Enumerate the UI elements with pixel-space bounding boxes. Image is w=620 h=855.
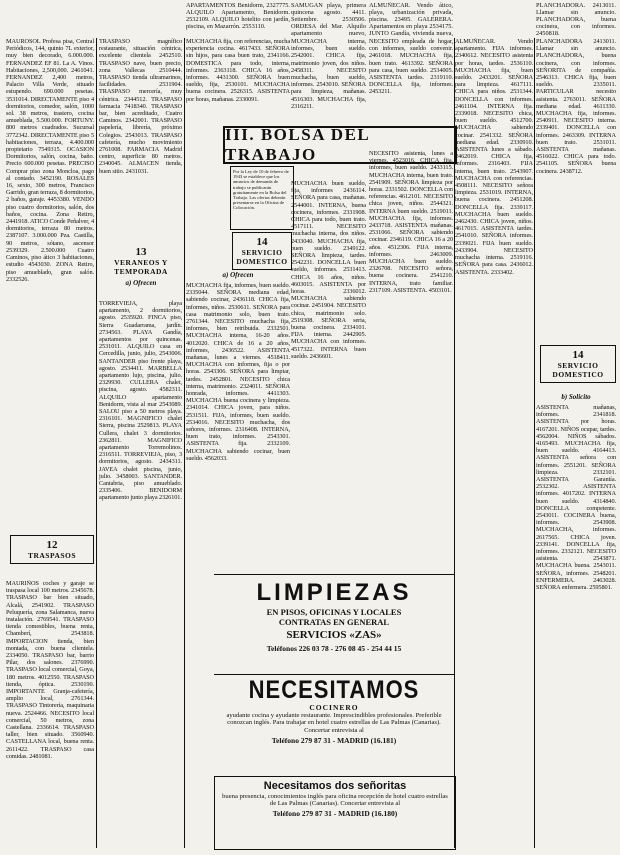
classified-text: MUCHACHA interna, informes, buen sueldo. 2542001. CHICA fija, matrimonio joven, dos niños. 2458311. NECESITO muchacha, buen sueldo, informes. 2543010. SEÑORA para limpieza, mañanas. 4516303. MUCHACHA fija, 2316211. <box>291 38 366 110</box>
classified-text: TRASPASO magnífico restaurante, situación céntrica, excelente clientela 2452510. TRASPASO nave, buen precio, zona Vallecas 2510444. TRASPASO tienda ultramarinos, facilidades. 2531904. TRASPASO mercería, muy céntrica. 2344512. TRASPASO farmacia 7418340. TRASPASO bar, bien acreditado, Cuatro Caminos. 2342001. TRASPASO papelería, librería, próximo Colegios. 2543013. TRASPASO cafetería, mucho movimiento 2761008. FARMACIA Madrid centro, superficie 80 metros. 2340045. ALMACEN tienda, buen sitio. 2431031. <box>99 38 182 175</box>
section-subtitle: a) Ofrecen <box>222 271 254 279</box>
ad-limpiezas <box>214 574 454 669</box>
section-number: 12 <box>46 539 58 551</box>
section-header-servicio-domestico-1 <box>232 232 292 270</box>
classified-text: MUCHACHA buen sueldo, fija, informes 2436114. SEÑORA para casa, mañanas. 2544001. INTERNA, buena cocinera, informes. 2331908. CHICA para todo, buen trato. 4517111. NECESITO muchacha interna, dos niños. 2433040. MUCHACHA fija, buen sueldo. 2349122. SEÑORA limpieza, tardes. 2542231. DONCELLA buen sueldo, informes. 2531413. CHICA 16 años, niños. 4603015. ASISTENTA por horas. 2336012. MUCHACHA sabiendo cocinar. 2451904. NECESITO chica, matrimonio solo. 2519308. SEÑORA seria, buena cocinera. 2334101. FIJA interna. 2442905. MUCHACHA con informes. 4517322. INTERNA buen sueldo. 2436601. <box>291 180 366 360</box>
ad-title: LIMPIEZAS <box>256 579 412 606</box>
ad-title: Necesitamos dos señoritas <box>263 780 407 792</box>
top-column-planchadora: PLANCHADORA. 2413011. Llamar sin anuncio. PLANCHADORA, buena cocinera, con informes. 2450818. <box>536 2 616 36</box>
column-rule <box>184 38 185 848</box>
classified-text: ALMUÑECAR. Vendo apartamento. FIJA informes. 2340612. NECESITO asistenta por horas, tardes. 2536110. MUCHACHA fija, buen sueldo. 2433201. SEÑORA para limpieza. 4617111. CHICA para niños. 2531344. DONCELLA con informes. 2461104. INTERNA fija. 2339018. NECESITO chica, buen sueldo. 4512700. MUCHACHA sabiendo cocinar. 2541332. SEÑORA mediana edad. 2330910. ASISTENTA lunes a sábado. 2462019. CHICA fija, informes. 2316403. FIJA interna, buen trato. 2543907. MUCHACHA con referencias. 4508111. NECESITO señora limpieza. 2531019. INTERNA, buena cocinera. 2451208. DONCELLA fija. 2339117. MUCHACHA buen sueldo. 2462430. CHICA joven, niños. 4617015. ASISTENTA tardes. 2541010. SEÑORA informes. 2339021. FIJA buen sueldo. 2433904. NECESITO muchacha interna. 2519116. SEÑORA para casa. 2436012. ASISTENTA. 2333402. <box>455 38 533 276</box>
top-classifieds-strip <box>0 0 620 36</box>
ad-title: NECESITAMOS <box>248 675 420 704</box>
classified-text: MUCHACHA fija, con referencias, mucha experiencia cocina. 4617433. SEÑORA sin hijos, para casa buen trato, 2341166. DOMESTICA para todo, interna, informes. 2363118. CHICA 16 años, informes. 4431300. SEÑORA buen sueldo, fija, 2530101. MUCHACHA buena cocinera. 2526315. ASISTENTA por horas, mañanas. 2330091. <box>186 38 290 103</box>
section-subheader-solicito <box>536 390 616 401</box>
classified-text: MAUROSOL Profesa pisa, Central Periódicos, 144, quinto 7L exterior, muy bien decorado, 6.000.000. FERNANDEZ EF 81. La A. Vinos. Habitaciones, 2,500,000. 2461041. FERNANDEZ 2,400 metros, Palacio Villa Verde, situado estupendo. 690.000 pesetas. 3531014. DIRECTAMENTE piso 4 dormitorios, comedor, salón, 1000 sol. 38 metros, trastero, cocina amueblada, 5.500.000. FORTUNY. 800 metros cuadrados. Sucursal 3772342. DIRECTAMENTE piso 5 habitaciones, terraza, 4.400.000 propietario 7549315. OCASION Dormitorios, salón, cocina, baño. Precio 600.000 pesetas. PRECISO Comprar piso zona Moncloa, pago al contado. 3452190. ROSALES 16, sexto, 300 metros, Francisco Garrido, gran terraza, 8 dormitorios, 2 baños, garaje. 4453380. VENDO piso cuatro dormitorios, salón, dos baños, cocina. Zona Retiro, 2441918. ATICO Conde Peñalver, 4 dormitorios, terraza 80 metros. 2387107. 3.000.000 Pza. Castilla, 90 metros, sótano, ascensor 2539329. 2.500.000 Cuatro Caminos, piso ático 3 habitaciones, estudio 4543030. ZONA Retiro, piso amueblado, gran salón. 2332526. <box>6 38 94 283</box>
column-rule <box>96 38 97 848</box>
column-4-domestico <box>291 180 366 568</box>
column-6 <box>455 38 533 833</box>
column-4-top <box>291 38 366 120</box>
classified-text: TORREVIEJA, playa apartamento, 2 dormitorios, agosto. 2535920. FINCA piso, Sierra Guadarrama, jardín. 2734563. PLAYA Gandía, apartamentos por quincenas. 2531011. ALQUILO casa en Cercedilla, junio, julio, 2543006. SANTANDER piso frente playa, agosto. 2534411. MARBELLA apartamento lujo, piscina, julio. 2329930. CULLERA chalet, piscina, agosto. 4582311. ALQUILO apartamento Benidorm, vista al mar 2543089. SALOU piso a 50 metros playa. 2316101. MAGNIFICO chalet Sierra, piscina 2529813. PLAYA Cullera, chalet 3 dormitorios. 2362811. MAGNIFICO apartamento Torremolinos. 2316511. TORREVIEJA, piso, 3 dormitorios, agosto. 2434311. JAVEA chalet piscina, junio, julio. 3458003. SANTANDER. Cantabria, piso amueblado. 2335406. BENIDORM apartamento junto playa 2326101. <box>99 300 182 502</box>
section-number: 14 <box>256 236 268 248</box>
ad-phones: Teléfonos 226 03 78 - 276 08 45 - 254 44 15 <box>266 644 402 653</box>
column-2 <box>99 38 182 238</box>
ad-phone: Teléfono 279 87 31 - MADRID (16.181) <box>271 736 397 746</box>
ad-senoritas <box>214 776 456 850</box>
section-header-servicio-domestico-2 <box>540 345 616 383</box>
column-1-traspasos <box>6 580 94 845</box>
section-number: 13 <box>135 246 147 258</box>
section-title: SERVICIO DOMESTICO <box>236 248 288 266</box>
ad-subtitle: COCINERO <box>309 703 359 712</box>
classified-text: MAURIÑOS coches y garaje se traspasa local 100 metros. 2345678. TRASPASO bar bien situado, Alcalá, 2541902. TRASPASO Peluquería, zona Salamanca, nueva instalación. 2769541. TRASPASO tienda comestibles, buena renta, Chamberí, 2543818. IMPORTACION tienda, bien montada, con buena clientela. 2334050. TRASPASO bar, barrio Pilar, dos salones. 2376990. TRASPASO local comercial, Goya, 180 metros. 4012550. TRASPASO tienda, óptica. 2530190. IMPORTANTE Granja-cafetería, amplio local, 2761344. TRASPASO Tintorería, maquinaria nueva. 2524466. NECESITO local comercial, 50 metros, zona Castellana. 2336614. TRASPASO taller, bien situado. 3560940. CASTELLANA local, buena renta. 2611422. TRASPASO casa comidas. 2481081. <box>6 580 94 760</box>
section-number: 14 <box>572 349 584 361</box>
notice-box: Por la Ley de 10 de febrero de 1943 se establece que los anuncios de demanda de trabajo se publicarán gratuitamente en la Bolsa del Trabajo. Las ofertas deberán presentarse en la Oficina de Colocación. <box>230 166 294 230</box>
classified-text: ASISTENTA mañanas, informes. 2341818. ASISTENTA por horas. 4167201. NIÑOS ocupar, tardes. 4562004. NIÑOS sábados. 4165493. MUCHACHA fija, buen sueldo. 4164413. ASISTENTA señora con informes. 2551201. SEÑORA limpieza. 2332101. ASISTENTA Garantía. 2532302. ASISTENTA informes. 4017202. INTERNA buen sueldo. 4314840. DONCELLA competente. 2543011. COCINERA buena, informes. 2543908. MUCHACHA, informes. 2617565. CHICA joven. 2339141. DONCELLA fija, informes. 2332121. NECESITO asistenta. 2543871. MUCHACHA buena. 2543011. SEÑORA, informes. 2548201. ENFERMERA. 2463028. SEÑORA enfermera. 2595801. <box>536 404 616 592</box>
column-1 <box>6 38 94 528</box>
section-header-traspasos <box>10 535 94 564</box>
ad-text: buena presencia, conocimientos inglés para oficina recepción de hotel cuatro estrellas de Las Palmas (Canarias). Concertar entrevista al <box>222 793 448 808</box>
column-2-veraneos <box>99 300 182 845</box>
section-title: SERVICIO DOMESTICO <box>552 361 604 379</box>
column-5-top <box>369 38 453 120</box>
section-subtitle: b) Solicito <box>561 393 591 401</box>
top-column-playas: SAMUGAN playa, primera quincena agosto. 4411. Setiembre. 2530506. ORDESA del Mar. Alquilo apartamento nuevo, <box>291 2 366 36</box>
column-rule <box>454 38 455 848</box>
ad-text: ayudante cocina y ayudante restaurante. Imprescindibles profesionales. Preferible conozcan inglés. Para trabajar en hotel cuatro estrellas de Las Palmas (Canarias). Concertar entrevista al <box>226 712 442 734</box>
classified-text: NECESITO asistenta, lunes a viernes. 4523016. CHICA fija, informes, buen sueldo. 2433115. MUCHACHA interna, buen trato. 2541909. SEÑORA limpieza por horas. 2331502. DONCELLA con referencias. 4612101. NECESITO chica joven, niños. 2544321. INTERNA buen sueldo. 2519011. MUCHACHA fija, informes. 2433718. ASISTENTA mañanas. 2531066. SEÑORA sabiendo cocinar. 2346119. CHICA 16 a 20 años. 4512306. FIJA interna, informes. 2463009. MUCHACHA buen sueldo. 2326708. NECESITO señora, buena cocinera. 2541210. INTERNA, trato familiar. 2317109. ASISTENTA. 4503101. <box>369 150 453 294</box>
section-header-veraneos <box>100 246 182 287</box>
column-3-domestico <box>186 282 290 568</box>
ad-necesitamos <box>214 674 454 771</box>
column-7-top <box>536 38 616 338</box>
ad-phone: Teléfono 279 87 31 - MADRID (16.180) <box>272 808 398 818</box>
top-column-apartamentos: APARTAMENTOS Benidorm, 2327775. ALQUILO Apartamento, Benidorm. 2532109. ALQUILO hotelito con jardín, piscina, en Mazarrón. 2553110. <box>186 2 290 30</box>
top-column-almunecar: ALMUÑECAR. Vendo ático, playa, urbanización privada, piscina. 23495. GALERERA. Apartamentos en playa 2534175. JUNTO Gandía, vivienda nueva, <box>369 2 453 36</box>
ad-service-name: SERVICIOS «ZAS» <box>286 629 382 641</box>
section-title: VERANEOS Y TEMPORADA <box>114 258 168 276</box>
column-rule <box>534 38 535 848</box>
column-3-top <box>186 38 290 120</box>
ad-line: CONTRATAS EN GENERAL <box>278 617 390 627</box>
section-subtitle: a) Ofrecen <box>125 279 157 287</box>
classified-text: PLANCHADORA 2413011. Llamar sin anuncio. PLANCHADORA, buena cocinera, con informes. SEÑORITA de compañía. 2546313. CHICA fija, buen sueldo. 2335011. PARTICULAR necesito asistenta. 2763011. SEÑORA mediana edad. 4611330. MUCHACHA fija, informes. 2540911. NECESITO interna. 2339401. DONCELLA con informes. 2463309. INTERNA buen trato. 2531011. ASISTENTA mañanas. 4516022. CHICA para todo. 2541105. SEÑORA buena cocinera. 2438712. <box>536 38 616 175</box>
section-subheader-ofrecen <box>186 268 290 279</box>
column-5-domestico <box>369 150 453 568</box>
column-7-solicito <box>536 404 616 844</box>
section-title: TRASPASOS <box>27 551 77 560</box>
classified-text: NECESITO empleada de hogar, con informes, sueldo convenir. 2461018. MUCHACHA fija, buen trato. 4613392. SEÑORA para casa, buen sueldo. 2534005. ASISTENTA tardes. 2319110. DONCELLA fija, informes. 2453211. <box>369 38 453 96</box>
ad-line: EN PISOS, OFICINAS Y LOCALES <box>266 607 402 617</box>
classified-text: MUCHACHA fija, informes, buen sueldo. 2335044. SEÑORA mediana edad, sabiendo cocinar, 2436118. CHICA fija, informes, niños. 2530611. SEÑORA para casa matrimonio solo, buen trato. 2761344. NECESITO muchacha fija, informes, bien retribuida. 2332501. MUCHACHA interna, 16-20 años. 4012020. CHICA de 16 a 20 años, informes, 2436522. ASISTENTA mañanas, lunes a viernes. 4518411. MUCHACHA con informes, fija o por horas. 2543306. SEÑORA para limpiar, tardes. 2452801. NECESITO chica interna, matrimonio. 2324011. SEÑORA honrada, informes. 4411303. MUCHACHA buena cocinera y limpieza. 2341014. CHICA joven, para niños. 2531511. FIJA, informes, buen sueldo. 2534016. NECESITO muchacha, dos señores, informes. 2316408. INTERNA, buen trato, informes. 2543301. ASISTENTA fija. 2332109. MUCHACHA sabiendo cocinar, buen sueldo. 4562033. <box>186 282 290 462</box>
page-title: III. BOLSA DEL TRABAJO <box>225 125 370 164</box>
